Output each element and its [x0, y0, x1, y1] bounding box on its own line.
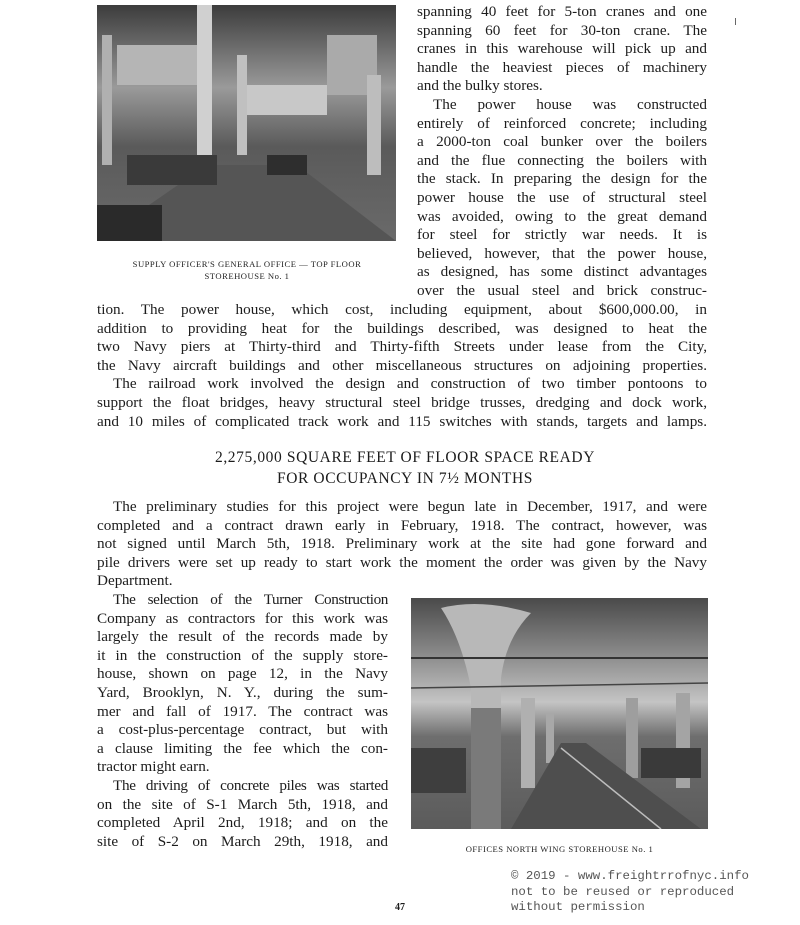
text-line: Company as contractors for this work was: [97, 609, 388, 627]
text-line: tractor might earn.: [97, 758, 210, 776]
text-line: pile drivers were set up ready to start work the moment the order was given by the Navy: [97, 553, 707, 571]
text-line: largely the result of the records made by: [97, 628, 388, 646]
text-line: two Navy piers at Thirty-third and Thirty-fifth Streets under lease from the City,: [97, 338, 707, 356]
text-line: entirely of reinforced concrete; including: [417, 114, 707, 132]
text-line: the Navy aircraft buildings and other miscellaneous structures on adjoining properties.: [97, 356, 707, 374]
text-line: Yard, Brooklyn, N. Y., during the sum-: [97, 684, 388, 701]
north-wing-offices-photo-illustration: [411, 598, 708, 829]
text-line: a clause limiting the fee which the con-: [97, 739, 388, 757]
text-line: power house the use of structural steel: [417, 189, 707, 206]
text-line: as designed, has some distinct advantages: [417, 263, 707, 281]
text-line: for steel for strictly war needs. It is: [417, 226, 707, 244]
watermark-line: without permission: [511, 900, 645, 914]
text-line: tion. The power house, which cost, including equipment, about $600,000.00, in: [97, 301, 707, 318]
text-line: The driving of concrete piles was started: [113, 777, 388, 794]
watermark-line: not to be reused or reproduced: [511, 884, 735, 899]
text-line: spanning 60 feet for 30-ton crane. The: [417, 21, 707, 39]
text-line: mer and fall of 1917. The contract was: [97, 702, 388, 720]
stray-mark: [735, 18, 736, 25]
text-line: The preliminary studies for this project were begun late in December, 1917, and were: [113, 498, 707, 515]
text-line: believed, however, that the power house,: [417, 244, 707, 262]
text-line: completed April 2nd, 1918; and on the: [97, 814, 388, 832]
text-line: and the bulky stores.: [417, 77, 543, 95]
text-line: The power house was constructed: [433, 96, 707, 113]
text-line: handle the heaviest pieces of machinery: [417, 58, 707, 76]
text-line: and the flue connecting the boilers with: [417, 151, 707, 169]
text-line: house, shown on page 12, in the Navy: [97, 665, 388, 683]
text-line: completed and a contract drawn early in February, 1918. The contract, however, was: [97, 516, 707, 534]
supply-office-photo: [97, 5, 396, 241]
text-line: it in the construction of the supply store-: [97, 646, 388, 664]
text-line: not signed until March 5th, 1918. Preliminary work at the site had gone forward and: [97, 535, 707, 553]
text-line: a 2000-ton coal bunker over the boilers: [417, 133, 707, 151]
supply-office-photo-illustration: [97, 5, 396, 241]
text-line: cranes in this warehouse will pick up and: [417, 40, 707, 58]
text-line: the stack. In preparing the design for the: [417, 170, 707, 188]
text-line: was avoided, owing to the great demand: [417, 207, 707, 225]
text-line: The railroad work involved the design and construction of two timber pontoons to: [113, 375, 707, 393]
caption-line: STOREHOUSE No. 1: [204, 271, 290, 281]
text-line: a cost-plus-percentage contract, but with: [97, 721, 388, 739]
text-line: Department.: [97, 572, 173, 590]
text-line: on the site of S-1 March 5th, 1918, and: [97, 795, 388, 813]
copyright-watermark: [511, 869, 749, 916]
page-number: 47: [395, 902, 405, 913]
supply-office-caption: [97, 258, 397, 282]
section-heading-line: 2,275,000 SQUARE FEET OF FLOOR SPACE READY: [214, 449, 596, 466]
text-line: over the usual steel and brick construc-: [417, 282, 707, 299]
text-line: The selection of the Turner Construction: [113, 591, 388, 608]
text-line: addition to providing heat for the buildings described, was designed to heat the: [97, 319, 707, 337]
text-line: site of S-2 on March 29th, 1918, and: [97, 832, 388, 850]
text-line: and 10 miles of complicated track work and 115 switches with stands, targets and lamps.: [97, 412, 707, 430]
caption-line: SUPPLY OFFICER'S GENERAL OFFICE — TOP FLOOR: [132, 259, 362, 269]
north-wing-offices-photo: [411, 598, 708, 829]
watermark-line: © 2019 - www.freightrrofnyc.info: [511, 869, 749, 883]
text-line: spanning 40 feet for 5-ton cranes and one: [417, 3, 707, 20]
text-line: support the float bridges, heavy structural steel bridge trusses, dredging and dock work,: [97, 394, 707, 411]
north-wing-caption: OFFICES NORTH WING STOREHOUSE No. 1: [465, 844, 654, 854]
section-heading-line: FOR OCCUPANCY IN 7½ MONTHS: [276, 470, 534, 487]
